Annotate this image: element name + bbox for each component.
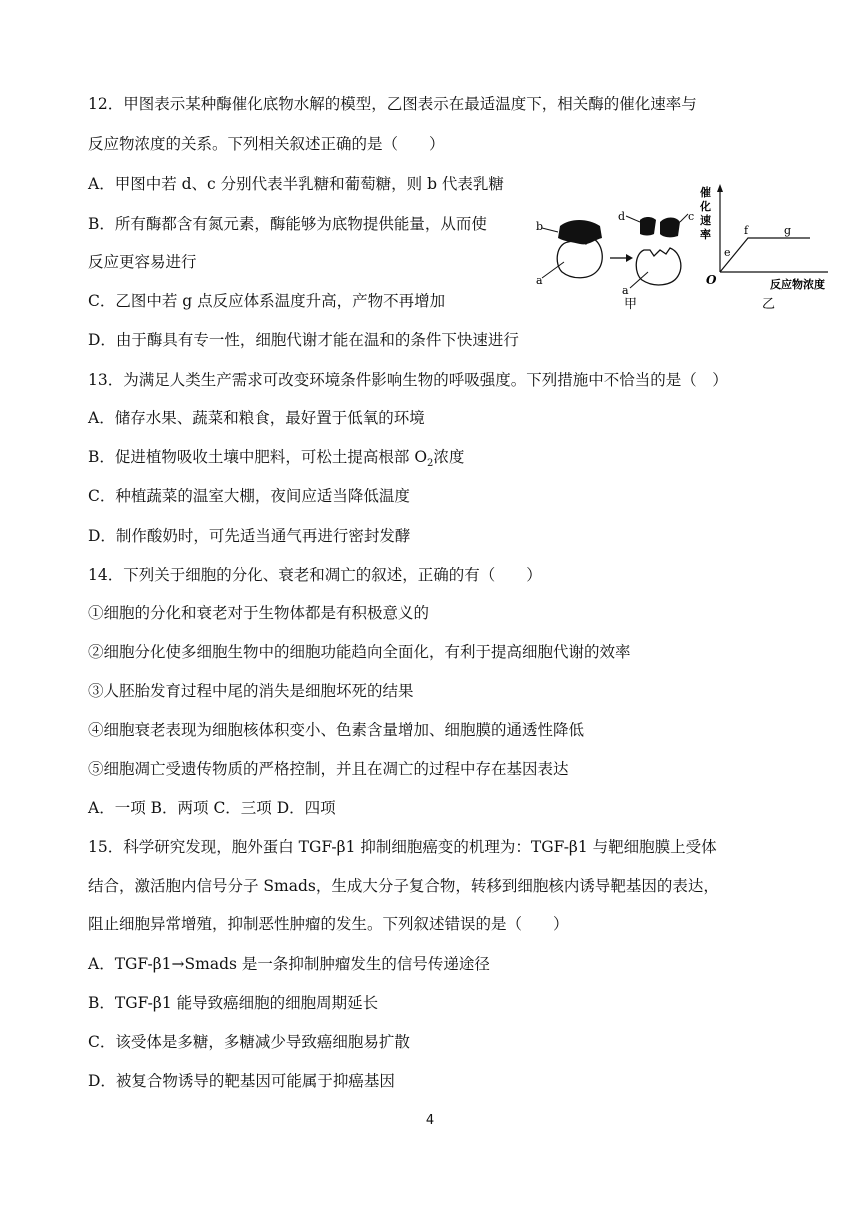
c-label: c [688,210,695,223]
q13-option-b-post: 浓度 [433,448,465,466]
q12-option-c: C．乙图中若 g 点反应体系温度升高，产物不再增加 [88,292,446,310]
q15-option-c: C．该受体是多糖，多糖减少导致癌细胞易扩散 [88,1033,410,1051]
y-label-1: 催 [700,186,711,199]
q13-option-b-pre: B．促进植物吸收土壤中肥料，可松土提高根部 O [88,448,428,466]
enzyme-figure [530,180,840,315]
q14-statement-5: ⑤细胞凋亡受遗传物质的严格控制，并且在凋亡的过程中存在基因表达 [88,760,569,778]
enzyme-a-left [557,238,602,278]
q12-option-a: A．甲图中若 d、c 分别代表半乳糖和葡萄糖，则 b 代表乳糖 [88,175,504,193]
yi-label: 乙 [762,297,776,312]
b-left-label: b [536,220,544,233]
q15-option-d: D．被复合物诱导的靶基因可能属于抑癌基因 [88,1072,395,1090]
rate-curve [720,238,810,272]
enzyme-products [618,210,694,312]
d-label: d [618,210,626,223]
product-c [660,218,680,238]
q15-stem-line3: 阻止细胞异常增殖，抑制恶性肿瘤的发生。下列叙述错误的是（ ） [88,915,569,933]
q12-option-b-line2: 反应更容易进行 [88,253,197,271]
q13-option-c: C．种植蔬菜的温室大棚，夜间应适当降低温度 [88,487,410,505]
y-label-3: 速 [700,214,711,227]
c-pointer [680,214,688,222]
q15-option-a: A．TGF-β1→Smads 是一条抑制肿瘤发生的信号传递途径 [88,955,490,973]
q14-statement-1: ①细胞的分化和衰老对于生物体都是有积极意义的 [88,604,430,622]
x-axis-label: 反应物浓度 [770,278,825,291]
y-label-4: 率 [700,228,711,241]
q12-option-b-line1: B．所有酶都含有氮元素，酶能够为底物提供能量，从而使 [88,215,487,233]
q14-statement-4: ④细胞衰老表现为细胞核体积变小、色素含量增加、细胞膜的通透性降低 [88,721,585,739]
q12-stem-line2: 反应物浓度的关系。下列相关叙述正确的是（ ） [88,135,445,153]
g-label: g [784,224,792,237]
jia-label: 甲 [624,297,638,312]
q12-stem-line1: 12．甲图表示某种酶催化底物水解的模型，乙图表示在最适温度下，相关酶的催化速率与 [88,95,697,113]
q13-stem: 13．为满足人类生产需求可改变环境条件影响生物的呼吸强度。下列措施中不恰当的是（ ） [88,371,728,389]
reaction-arrow [610,254,633,262]
f-label: f [744,224,749,237]
origin-label: O [706,273,717,287]
q14-options: A．一项 B．两项 C．三项 D．四项 [88,799,336,817]
q14-stem: 14．下列关于细胞的分化、衰老和凋亡的叙述，正确的有（ ） [88,566,542,584]
q12-option-d: D．由于酶具有专一性，细胞代谢才能在温和的条件下快速进行 [88,331,519,349]
enzyme-figure-svg [530,180,840,315]
a-right-label: a [622,284,629,297]
q13-option-a: A．储存水果、蔬菜和粮食，最好置于低氧的环境 [88,409,425,427]
q15-stem-line1: 15．科学研究发现，胞外蛋白 TGF-β1 抑制细胞癌变的机理为：TGF-β1 与靶细胞膜上受体 [88,838,717,856]
q14-statement-3: ③人胚胎发育过程中尾的消失是细胞坏死的结果 [88,682,414,700]
enzyme-a-right [636,248,681,285]
b-pointer [542,228,558,232]
q13-option-d: D．制作酸奶时，可先适当通气再进行密封发酵 [88,527,411,545]
a-left-label: a [536,274,543,287]
rate-graph [699,184,828,312]
q14-statement-2: ②细胞分化使多细胞生物中的细胞功能趋向全面化，有利于提高细胞代谢的效率 [88,643,631,661]
q15-stem-line2: 结合，激活胞内信号分子 Smads，生成大分子复合物，转移到细胞核内诱导靶基因的表达， [88,877,719,895]
d-pointer [626,216,640,222]
q15-option-b: B．TGF-β1 能导致癌细胞的细胞周期延长 [88,994,379,1012]
page-number: 4 [425,1113,435,1128]
product-d [640,217,656,236]
y-label-2: 化 [700,200,711,213]
q13-option-b [88,447,464,474]
e-label: e [724,246,731,259]
q13-option-b-sub: 2 [427,458,434,470]
enzyme-substrate-complex [536,220,602,287]
